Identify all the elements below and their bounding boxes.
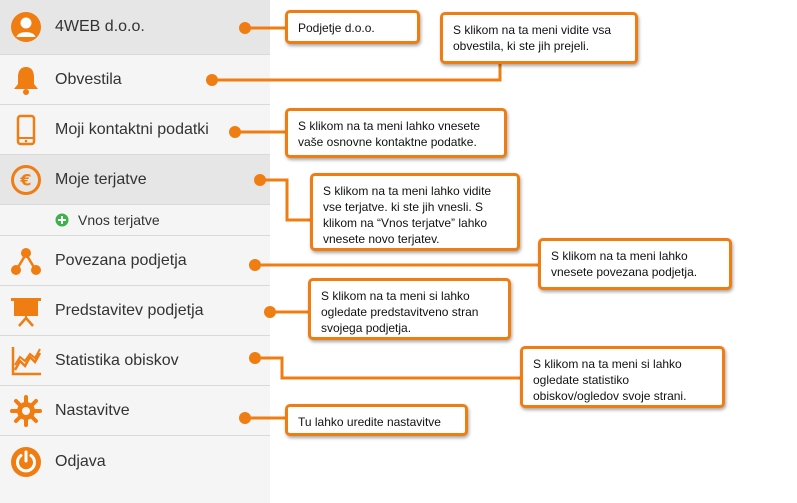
- menu-item-label: Statistika obiskov: [55, 351, 179, 369]
- callout-notifications: S klikom na ta meni vidite vsa obvestila, ki ste jih prejeli.: [440, 12, 638, 64]
- menu-item-label: Predstavitev podjetja: [55, 301, 204, 319]
- menu-item-label: Moje terjatve: [55, 170, 147, 188]
- menu-item-company[interactable]: [0, 0, 270, 55]
- power-icon: [10, 446, 42, 478]
- menu-item-label: 4WEB d.o.o.: [55, 18, 145, 35]
- menu-item-label: Moji kontaktni podatki: [55, 120, 209, 138]
- menu-item-visit-statistics[interactable]: [0, 336, 270, 386]
- menu-subitem-new-claim[interactable]: [0, 205, 270, 236]
- menu-item-logout[interactable]: [0, 436, 270, 488]
- svg-text:€: €: [20, 170, 32, 189]
- sidebar-menu: [0, 0, 270, 503]
- menu-item-claims[interactable]: [0, 155, 270, 205]
- phone-icon: [10, 114, 42, 146]
- menu-item-label: Nastavitve: [55, 401, 130, 419]
- menu-item-label: Povezana podjetja: [55, 251, 187, 269]
- menu-item-label: Obvestila: [55, 70, 122, 88]
- callout-company: Podjetje d.o.o.: [285, 10, 420, 44]
- bell-icon: [10, 64, 42, 96]
- callout-claims: S klikom na ta meni lahko vidite vse terjatve. ki ste jih vnesli. S klikom na “Vnos terjatve” lahko vnesete novo terjatev.: [310, 173, 520, 251]
- callout-settings: Tu lahko uredite nastavitve: [285, 404, 468, 436]
- menu-item-company-presentation[interactable]: [0, 286, 270, 336]
- euro-icon: [10, 164, 42, 196]
- connector-statistics: [255, 358, 522, 378]
- menu-item-label: Odjava: [55, 453, 106, 470]
- plus-circle-icon: [55, 213, 69, 227]
- menu-item-notifications[interactable]: [0, 55, 270, 105]
- callout-related: S klikom na ta meni lahko vnesete povezana podjetja.: [538, 238, 732, 290]
- callout-statistics: S klikom na ta meni si lahko ogledate statistiko obiskov/ogledov svoje strani.: [520, 346, 725, 408]
- network-icon: [10, 245, 42, 277]
- gear-icon: [10, 395, 42, 427]
- callout-contact: S klikom na ta meni lahko vnesete vaše osnovne kontaktne podatke.: [285, 108, 507, 158]
- menu-item-settings[interactable]: [0, 386, 270, 436]
- menu-item-label: Vnos terjatve: [78, 212, 160, 228]
- presentation-board-icon: [10, 295, 42, 327]
- callout-presentation: S klikom na ta meni si lahko ogledate predstavitveno stran svojega podjetja.: [308, 278, 511, 340]
- user-avatar-icon: [10, 11, 42, 43]
- stats-chart-icon: [10, 345, 42, 377]
- menu-item-contact-details[interactable]: [0, 105, 270, 155]
- menu-item-related-companies[interactable]: [0, 236, 270, 286]
